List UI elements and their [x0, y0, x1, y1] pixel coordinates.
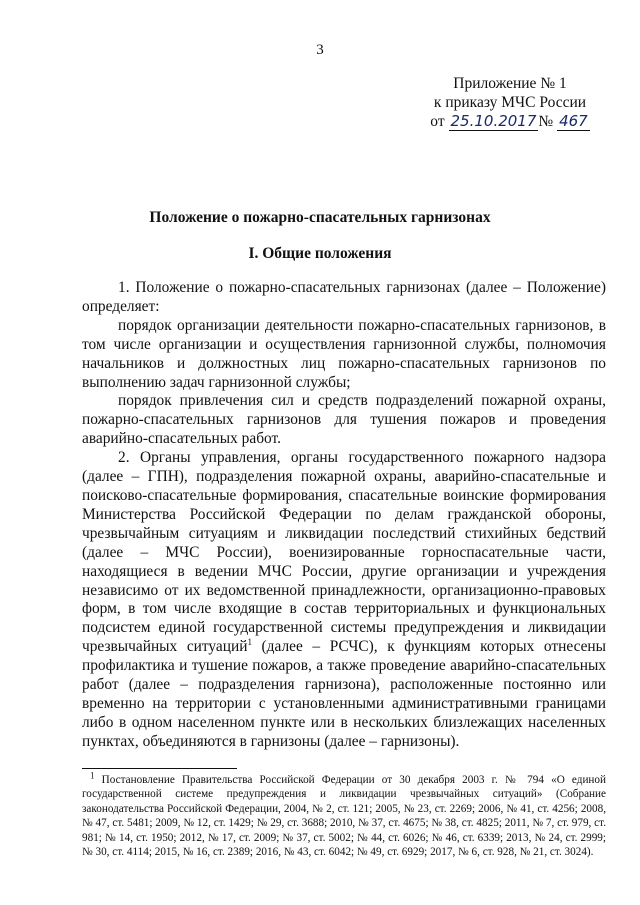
appendix-line-1: Приложение № 1	[453, 75, 567, 92]
document-title: Положение о пожарно-спасательных гарнизонах	[149, 209, 491, 226]
footnote-divider	[82, 768, 237, 769]
footnote-text: Постановление Правительства Российской Федерации от 30 декабря 2003 г. № 794 «О единой государственной системе предупреждения и ликвидации чрезвычайных ситуаций» (Собрание законодательства Российской Федерации, 2004, № 2, ст. 121; 2005, № 23, ст. 2269; 2006, № 41, ст. 4256; 2008, № 47, ст. 5481; 2009, № 12, ст. 1429; № 29, ст. 3688; 2010, № 37, ст. 4675; № 38, ст. 4825; 2011, № 7, ст. 979, ст. 981; № 14, ст. 1950; 2012, № 17, ст. 2009; № 37, ст. 5002; № 44, ст. 6026; № 46, ст. 6339; 2013, № 24, ст. 2999; № 30, ст. 4114; 2015, № 16, ст. 2389; 2016, № 43, ст. 6042; № 49, ст. 6929; 2017, № 6, ст. 928, № 21, ст. 3024).	[82, 774, 606, 859]
section-title: I. Общие положения	[248, 245, 392, 262]
footnote	[82, 770, 606, 859]
handwritten-number: 467	[559, 112, 588, 130]
paragraph-2: порядок организации деятельности пожарно-спасательных гарнизонов, в том числе организации и осуществления гарнизонной службы, полномочия начальников и должностных лиц пожарно-спасательных гарнизонов по выполнению задач гарнизонной службы;	[82, 316, 606, 391]
paragraph-4	[82, 449, 606, 752]
appendix-line-3	[420, 112, 600, 131]
paragraph-4-continuation: (далее – РСЧС), к функциям которых отнесены профилактика и тушение пожаров, а также проведение аварийно-спасательных работ (далее – подразделения гарнизона), расположенные постоянно или временно на территории с установленными административными границами либо в одном населенном пункте или в нескольких близлежащих населенных пунктах, объединяются в гарнизоны (далее – гарнизоны).	[82, 638, 606, 750]
paragraph-4-text: 2. Органы управления, органы государственного пожарного надзора (далее – ГПН), подразделения пожарной охраны, аварийно-спасательные и поисково-спасательные формирования, спасательные воинские формирования Министерства Российской Федерации по делам гражданской обороны, чрезвычайным ситуациям и ликвидации последствий стихийных бедствий (далее – МЧС России), военизированные горноспасательные части, находящиеся в ведении МЧС России, другие организации и учреждения независимо от их ведомственной принадлежности, организационно-правовых форм, в том числе входящие в состав территориальных и функциональных подсистем единой государственной системы предупреждения и ликвидации чрезвычайных ситуаций	[82, 449, 606, 656]
handwritten-date: 25.10.2017	[450, 112, 537, 130]
body-text	[82, 279, 606, 752]
from-label: от	[430, 113, 445, 130]
footnote-reference: 1	[247, 637, 252, 648]
footnote-marker: 1	[90, 770, 95, 781]
appendix-line-2: к приказу МЧС России	[433, 94, 587, 111]
page-number: 3	[316, 42, 324, 58]
appendix-block	[420, 74, 600, 131]
number-label: №	[538, 113, 554, 130]
paragraph-3: порядок привлечения сил и средств подразделений пожарной охраны, пожарно-спасательных гарнизонов для тушения пожаров и проведения аварийно-спасательных работ.	[82, 392, 606, 448]
paragraph-1: 1. Положение о пожарно-спасательных гарнизонах (далее – Положение) определяет:	[82, 279, 606, 315]
